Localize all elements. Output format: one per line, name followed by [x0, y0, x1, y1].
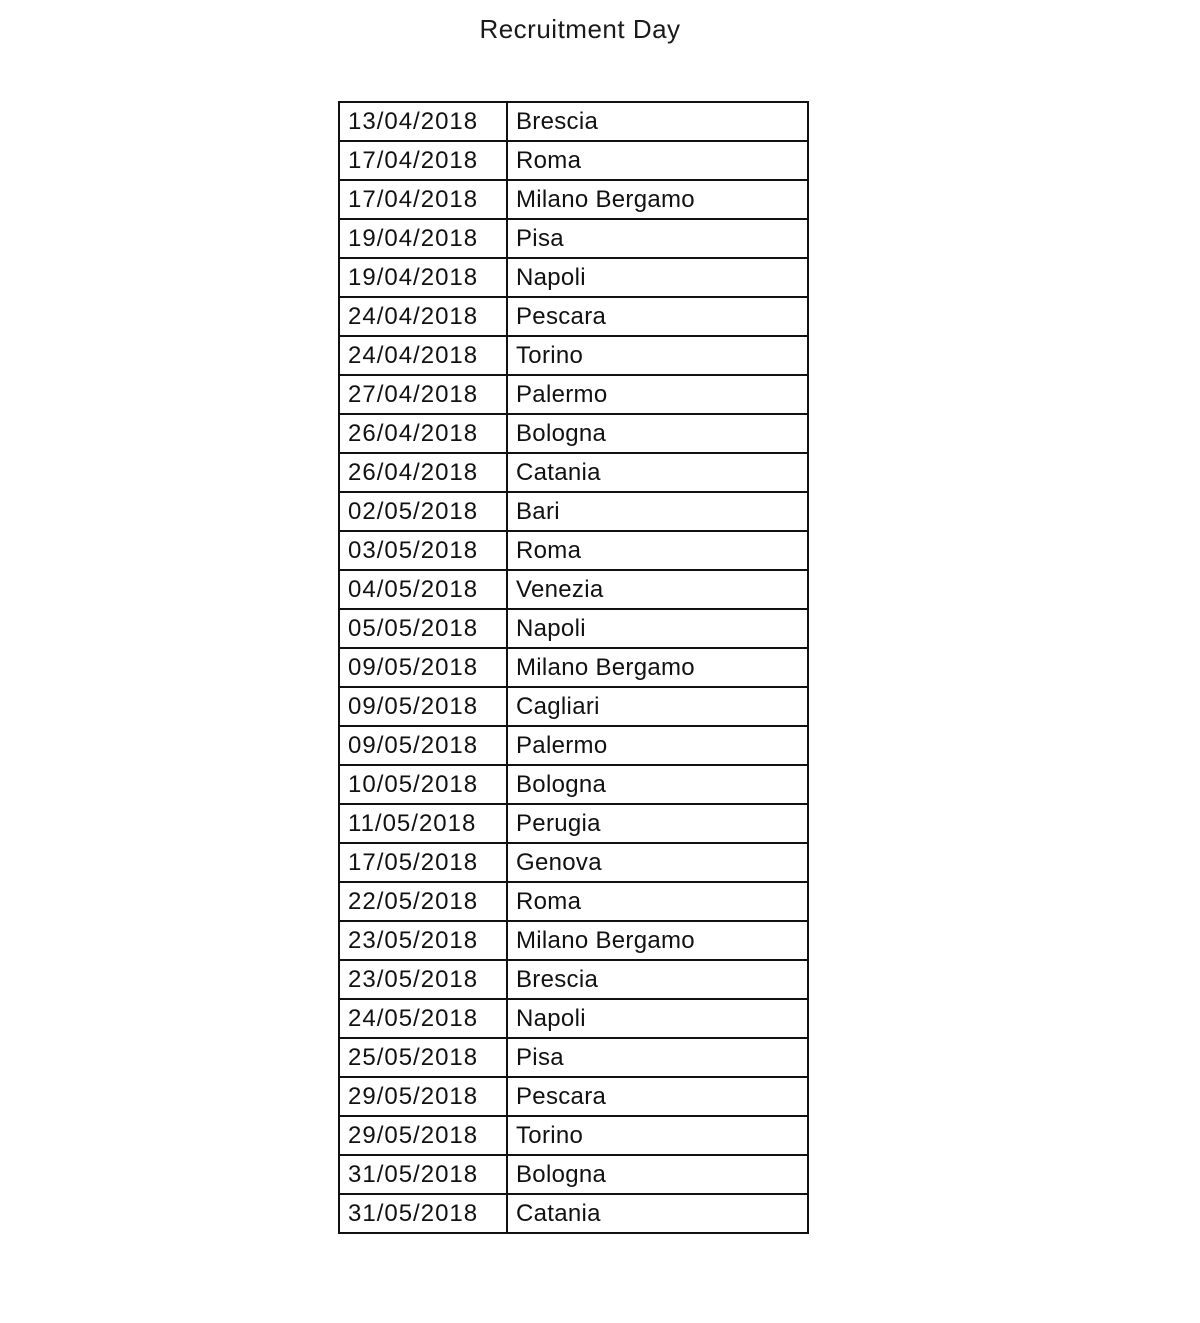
city-cell: Brescia — [507, 102, 808, 141]
table-row — [339, 882, 808, 921]
city-cell: Napoli — [507, 609, 808, 648]
table-row — [339, 1038, 808, 1077]
date-cell: 17/04/2018 — [339, 180, 507, 219]
date-cell: 24/04/2018 — [339, 336, 507, 375]
date-cell: 04/05/2018 — [339, 570, 507, 609]
city-cell: Torino — [507, 1116, 808, 1155]
table-row — [339, 999, 808, 1038]
table-row — [339, 453, 808, 492]
city-cell: Bologna — [507, 1155, 808, 1194]
table-row — [339, 492, 808, 531]
schedule-body — [339, 102, 808, 1233]
date-cell: 09/05/2018 — [339, 726, 507, 765]
city-cell: Napoli — [507, 999, 808, 1038]
city-cell: Pescara — [507, 297, 808, 336]
city-cell: Cagliari — [507, 687, 808, 726]
table-row — [339, 414, 808, 453]
date-cell: 11/05/2018 — [339, 804, 507, 843]
table-row — [339, 102, 808, 141]
table-row — [339, 258, 808, 297]
date-cell: 03/05/2018 — [339, 531, 507, 570]
date-cell: 26/04/2018 — [339, 414, 507, 453]
city-cell: Roma — [507, 882, 808, 921]
date-cell: 26/04/2018 — [339, 453, 507, 492]
date-cell: 24/04/2018 — [339, 297, 507, 336]
city-cell: Torino — [507, 336, 808, 375]
date-cell: 29/05/2018 — [339, 1077, 507, 1116]
date-cell: 31/05/2018 — [339, 1155, 507, 1194]
table-row — [339, 531, 808, 570]
table-row — [339, 1194, 808, 1233]
city-cell: Roma — [507, 531, 808, 570]
table-row — [339, 1116, 808, 1155]
table-row — [339, 375, 808, 414]
recruitment-schedule-table — [338, 101, 809, 1234]
date-cell: 05/05/2018 — [339, 609, 507, 648]
date-cell: 27/04/2018 — [339, 375, 507, 414]
city-cell: Catania — [507, 1194, 808, 1233]
city-cell: Catania — [507, 453, 808, 492]
city-cell: Venezia — [507, 570, 808, 609]
date-cell: 19/04/2018 — [339, 219, 507, 258]
city-cell: Palermo — [507, 375, 808, 414]
city-cell: Napoli — [507, 258, 808, 297]
table-row — [339, 921, 808, 960]
table-row — [339, 219, 808, 258]
table-row — [339, 1155, 808, 1194]
date-cell: 31/05/2018 — [339, 1194, 507, 1233]
city-cell: Bari — [507, 492, 808, 531]
city-cell: Bologna — [507, 765, 808, 804]
date-cell: 13/04/2018 — [339, 102, 507, 141]
date-cell: 09/05/2018 — [339, 687, 507, 726]
city-cell: Brescia — [507, 960, 808, 999]
table-row — [339, 336, 808, 375]
table-row — [339, 687, 808, 726]
city-cell: Roma — [507, 141, 808, 180]
date-cell: 25/05/2018 — [339, 1038, 507, 1077]
table-row — [339, 843, 808, 882]
table-row — [339, 765, 808, 804]
table-row — [339, 180, 808, 219]
page-title: Recruitment Day — [479, 14, 681, 44]
table-row — [339, 141, 808, 180]
table-row — [339, 648, 808, 687]
table-row — [339, 609, 808, 648]
date-cell: 17/05/2018 — [339, 843, 507, 882]
city-cell: Perugia — [507, 804, 808, 843]
date-cell: 22/05/2018 — [339, 882, 507, 921]
date-cell: 09/05/2018 — [339, 648, 507, 687]
table-row — [339, 726, 808, 765]
city-cell: Milano Bergamo — [507, 648, 808, 687]
date-cell: 29/05/2018 — [339, 1116, 507, 1155]
table-row — [339, 960, 808, 999]
city-cell: Milano Bergamo — [507, 180, 808, 219]
city-cell: Pisa — [507, 1038, 808, 1077]
date-cell: 10/05/2018 — [339, 765, 507, 804]
table-row — [339, 297, 808, 336]
date-cell: 23/05/2018 — [339, 960, 507, 999]
date-cell: 19/04/2018 — [339, 258, 507, 297]
date-cell: 24/05/2018 — [339, 999, 507, 1038]
date-cell: 02/05/2018 — [339, 492, 507, 531]
city-cell: Milano Bergamo — [507, 921, 808, 960]
table-row — [339, 804, 808, 843]
city-cell: Palermo — [507, 726, 808, 765]
city-cell: Pescara — [507, 1077, 808, 1116]
date-cell: 17/04/2018 — [339, 141, 507, 180]
table-row — [339, 570, 808, 609]
city-cell: Genova — [507, 843, 808, 882]
city-cell: Pisa — [507, 219, 808, 258]
table-row — [339, 1077, 808, 1116]
city-cell: Bologna — [507, 414, 808, 453]
date-cell: 23/05/2018 — [339, 921, 507, 960]
